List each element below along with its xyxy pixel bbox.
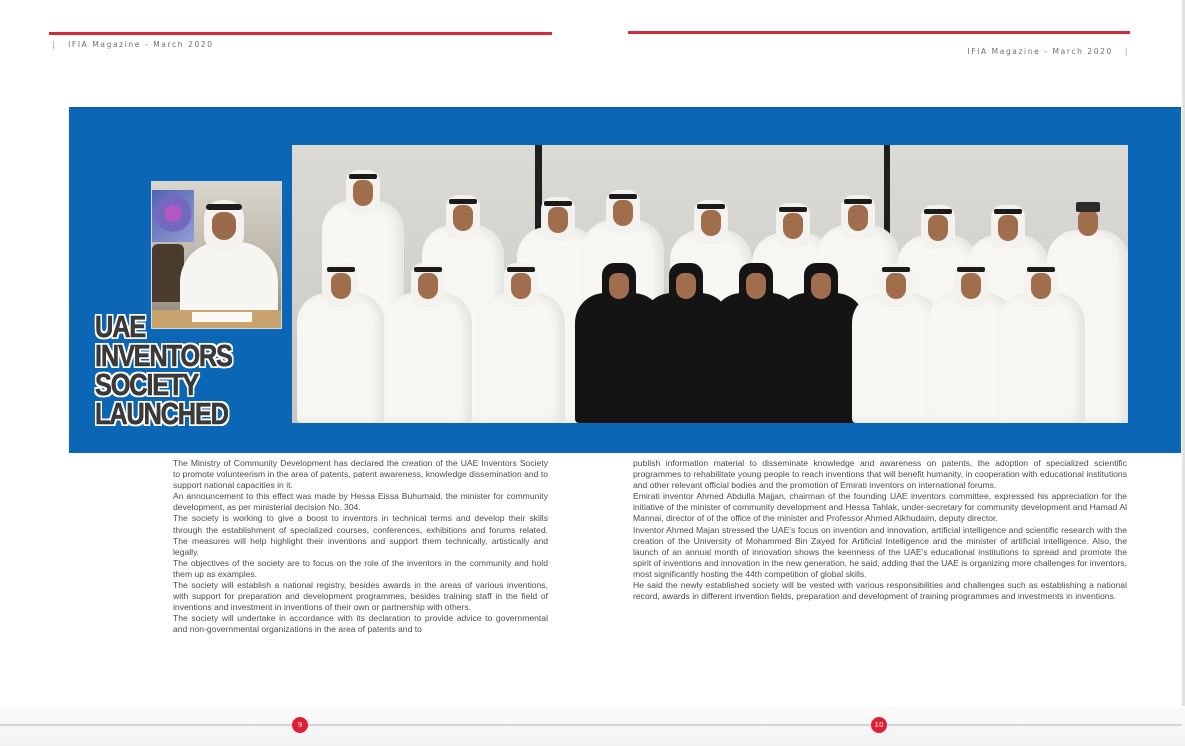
header-rule-left [49,32,552,35]
page-number-left[interactable]: 9 [292,717,308,733]
headline-line: UAE [95,309,145,344]
paragraph: An announcement to this effect was made by Hessa Eissa Buhumaid, the minister for community development, as per ministerial decision No. 304. [173,491,548,513]
paragraph: Emirati inventor Ahmed Abdulla Majjan, chairman of the founding UAE inventors committee, expressed his appreciation for the initiative of the minister of community development and Hessa Tahlak, under-secretary for community development and Hamad Al Mannai, director of of the office of the minister and Professor Ahmed Alkhudaim, deputy director. [633,491,1127,524]
paragraph: The Ministry of Community Development has declared the creation of the UAE Inventors Society to promote volunteerism in the area of patents, patent awareness, knowledge dissemination and to support national capacities in it. [173,458,549,491]
paragraph: He said the newly established society will be vested with various responsibilities and challenges such as establishing a national record, awards in different invention fields, preparation and development of training programmes and investments in inventions. [633,580,1127,602]
group-photo [292,145,1128,423]
headline-line: INVENTORS [95,338,232,373]
portrait-photo [151,181,282,329]
running-head-separator: | [1124,47,1129,56]
paragraph: Inventor Ahmed Majan stressed the UAE's focus on invention and innovation, artificial intelligence and scientific research with the creation of the University of Mohammed Bin Zayed for Artificial Intelligence and the minister of artificial intelligence. Also, the launch of an annual month of innovation shows the keenness of the UAE's educational institutions to spread and promote the spirit of inventions and innovation in the new generation, he said, adding that the UAE is organizing more challenges for inventors, most significantly hosting the 44th competition of global skills. [633,524,1127,579]
paragraph: The society will undertake in accordance with its declaration to provide advice to governmental and non-governmental organizations in the area of patents and to [173,613,548,635]
running-head-text: IFIA Magazine - March 2020 [967,47,1113,56]
article-column-right [633,458,1127,602]
running-head-separator: | [52,40,57,49]
running-head-left [52,40,214,49]
paragraph: The society will establish a national registry, besides awards in the areas of various inventions, with support for preparation and development programmes, besides training staff in the field of inventions and investment in inventions of their own or partnership with others. [173,580,548,613]
article-headline [95,309,232,431]
photo-figure [997,263,1085,423]
running-head-right [967,47,1129,56]
article-column-left [173,458,548,636]
photo-figure [384,263,472,423]
photo-figure [297,263,385,423]
headline-line: SOCIETY [95,367,198,402]
photo-figure [477,263,565,423]
page-number-right[interactable]: 10 [871,717,887,733]
footer-divider [0,724,1182,726]
viewer-footer [0,706,1185,746]
running-head-text: IFIA Magazine - March 2020 [68,40,214,49]
paragraph: publish information material to disseminate knowledge and awareness on patents, the adoption of specialized scientific programmes to rehabilitate young people to reach inventions that will benefit humanity, in cooperation with educational institutions and other relevant official bodies and the promotion of Emirati inventors on international forums. [633,458,1127,491]
header-rule-right [628,31,1130,34]
paragraph: The society is working to give a boost to inventors in technical terms and develop their skills through the establishment of specialized courses, conferences, exhibitions and forums related. The measures will help highlight their inventions and support them technically, artistically and legally. [173,513,548,557]
paragraph: The objectives of the society are to focus on the role of the inventors in the community and hold them up as examples. [173,557,548,579]
headline-line: LAUNCHED [95,396,228,431]
